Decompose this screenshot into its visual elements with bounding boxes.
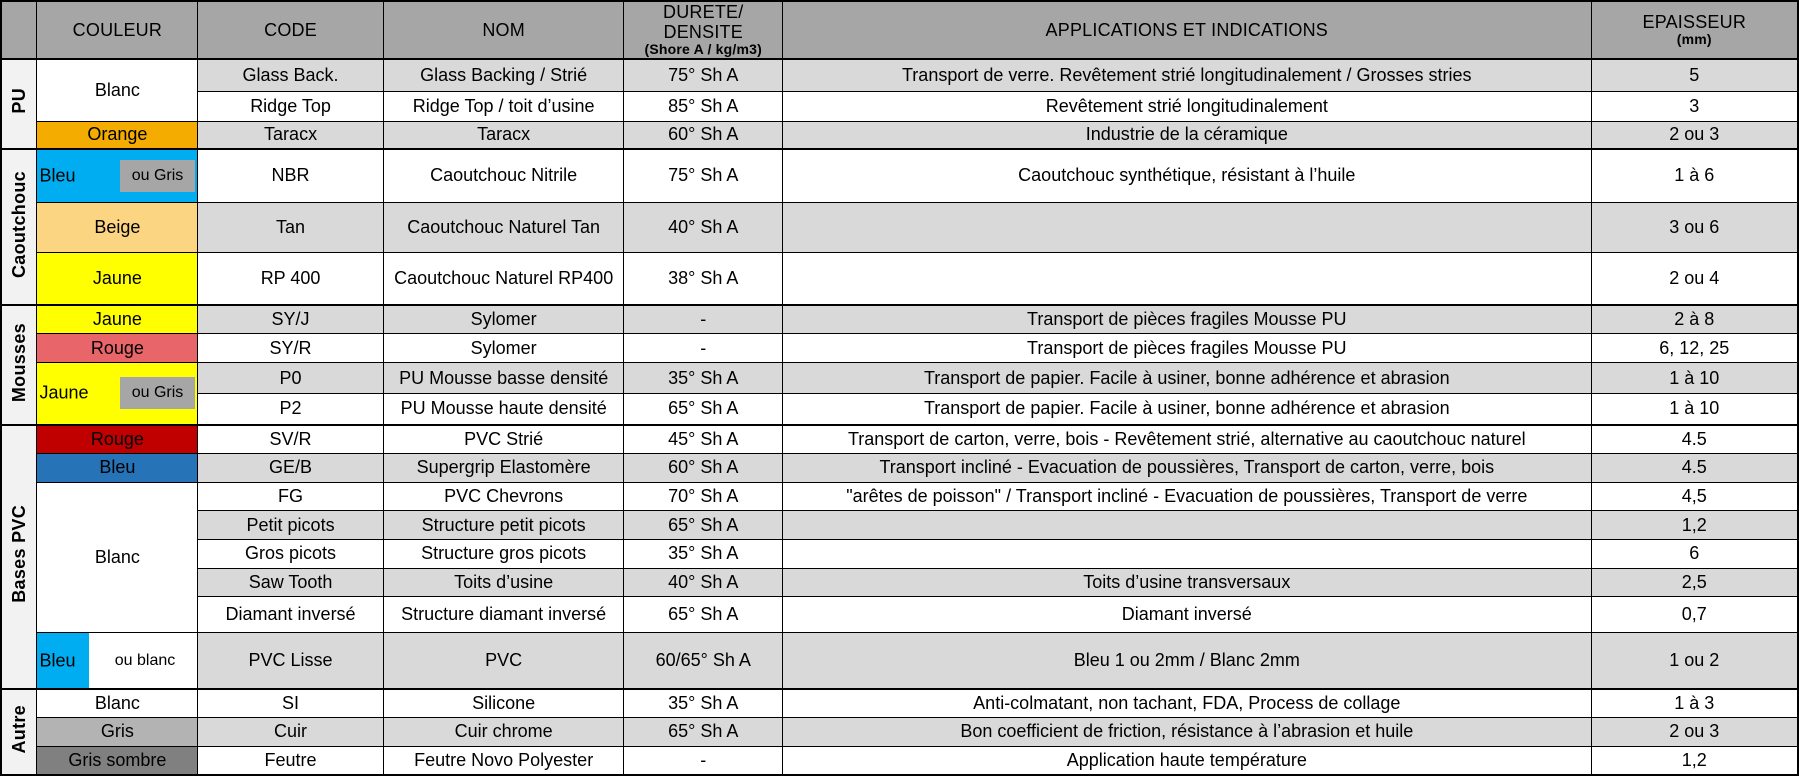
- cell-applications: [783, 539, 1592, 568]
- cell-durete: 65° Sh A: [624, 511, 783, 540]
- table-row: [1, 253, 1798, 306]
- colour-label: Orange: [87, 124, 148, 145]
- group-label-text: Autre: [8, 705, 29, 754]
- cell-code: SY/R: [198, 334, 384, 363]
- cell-code: Petit picots: [198, 511, 384, 540]
- colour-label: Blanc: [94, 546, 140, 567]
- colour-cell: [37, 363, 198, 425]
- cell-applications: Transport de pièces fragiles Mousse PU: [783, 305, 1592, 334]
- colour-cell: [37, 746, 198, 775]
- table-row: [1, 394, 1798, 425]
- cell-applications: Bon coefficient de friction, résistance à l’abrasion et huile: [783, 718, 1592, 747]
- cell-code: FG: [198, 482, 384, 511]
- colour-label: Bleu: [39, 650, 76, 671]
- table-row: [1, 425, 1798, 454]
- cell-epaisseur: 4.5: [1591, 453, 1798, 482]
- table-row: [1, 633, 1798, 689]
- colour-cell: [37, 202, 198, 252]
- colour-swatch: [37, 363, 197, 424]
- cell-code: Feutre: [198, 746, 384, 775]
- colour-label: Blanc: [94, 79, 140, 100]
- colour-label: Jaune: [39, 382, 89, 403]
- cell-code: SY/J: [198, 305, 384, 334]
- cell-durete: 60° Sh A: [624, 453, 783, 482]
- cell-epaisseur: 3: [1591, 91, 1798, 121]
- cell-epaisseur: 2 à 8: [1591, 305, 1798, 334]
- cell-applications: Transport de pièces fragiles Mousse PU: [783, 334, 1592, 363]
- table-row: [1, 121, 1798, 148]
- group-label-pu: [1, 59, 37, 149]
- cell-applications: Application haute température: [783, 746, 1592, 775]
- group-label-text: Caoutchouc: [8, 170, 29, 278]
- colour-alt-note: ou blanc: [114, 651, 176, 669]
- table-row: [1, 689, 1798, 718]
- cell-epaisseur: 1 à 10: [1591, 394, 1798, 425]
- cell-durete: 65° Sh A: [624, 394, 783, 425]
- cell-durete: -: [624, 305, 783, 334]
- cell-nom: PVC: [383, 633, 624, 689]
- header-durete-line1: DURETE/: [663, 2, 744, 22]
- cell-nom: Cuir chrome: [383, 718, 624, 747]
- cell-applications: Transport incliné - Evacuation de poussières, Transport de carton, verre, bois: [783, 453, 1592, 482]
- table-row: [1, 363, 1798, 394]
- table-row: [1, 149, 1798, 203]
- colour-label: Gris sombre: [68, 749, 167, 770]
- table-row: [1, 91, 1798, 121]
- cell-epaisseur: 1 à 3: [1591, 689, 1798, 718]
- cell-code: RP 400: [198, 253, 384, 306]
- cell-nom: Ridge Top / toit d’usine: [383, 91, 624, 121]
- cell-applications: Transport de papier. Facile à usiner, bonne adhérence et abrasion: [783, 394, 1592, 425]
- cell-epaisseur: 2,5: [1591, 568, 1798, 597]
- cell-durete: 38° Sh A: [624, 253, 783, 306]
- colour-alt-note: ou Gris: [120, 160, 196, 192]
- table-row: [1, 718, 1798, 747]
- cell-durete: 35° Sh A: [624, 539, 783, 568]
- cell-code: Gros picots: [198, 539, 384, 568]
- cell-applications: Transport de carton, verre, bois - Revêtement strié, alternative au caoutchouc naturel: [783, 425, 1592, 454]
- cell-code: Diamant inversé: [198, 597, 384, 633]
- colour-alt-note: ou Gris: [120, 377, 196, 409]
- cell-nom: PVC Chevrons: [383, 482, 624, 511]
- cell-epaisseur: 1 ou 2: [1591, 633, 1798, 689]
- cell-durete: 35° Sh A: [624, 363, 783, 394]
- cell-durete: -: [624, 746, 783, 775]
- cell-epaisseur: 1 à 10: [1591, 363, 1798, 394]
- cell-code: SI: [198, 689, 384, 718]
- header-group-corner: [1, 1, 37, 59]
- cell-epaisseur: 3 ou 6: [1591, 202, 1798, 252]
- cell-durete: 75° Sh A: [624, 59, 783, 91]
- colour-label: Gris: [100, 721, 134, 742]
- cell-code: Taracx: [198, 121, 384, 148]
- cell-durete: 70° Sh A: [624, 482, 783, 511]
- cell-applications: Bleu 1 ou 2mm / Blanc 2mm: [783, 633, 1592, 689]
- colour-swatch: [37, 150, 197, 202]
- cell-durete: 65° Sh A: [624, 597, 783, 633]
- header-couleur: COULEUR: [37, 1, 198, 59]
- group-label-caoutchouc: [1, 149, 37, 306]
- group-label-text: Bases PVC: [8, 505, 29, 604]
- table-row: [1, 482, 1798, 511]
- cell-code: GE/B: [198, 453, 384, 482]
- cell-durete: 35° Sh A: [624, 689, 783, 718]
- cell-nom: Glass Backing / Strié: [383, 59, 624, 91]
- cell-epaisseur: 5: [1591, 59, 1798, 91]
- cell-durete: 60/65° Sh A: [624, 633, 783, 689]
- table-row: [1, 568, 1798, 597]
- colour-cell: [37, 149, 198, 203]
- cell-applications: Toits d’usine transversaux: [783, 568, 1592, 597]
- cell-durete: -: [624, 334, 783, 363]
- cell-code: Cuir: [198, 718, 384, 747]
- cell-code: P0: [198, 363, 384, 394]
- cell-epaisseur: 1 à 6: [1591, 149, 1798, 203]
- cell-code: Glass Back.: [198, 59, 384, 91]
- cell-nom: Caoutchouc Naturel RP400: [383, 253, 624, 306]
- colour-label: Jaune: [92, 309, 142, 330]
- table-row: [1, 746, 1798, 775]
- cell-applications: Transport de verre. Revêtement strié longitudinalement / Grosses stries: [783, 59, 1592, 91]
- cell-nom: Caoutchouc Naturel Tan: [383, 202, 624, 252]
- table-header: [1, 1, 1798, 59]
- cell-epaisseur: 0,7: [1591, 597, 1798, 633]
- cell-nom: Sylomer: [383, 305, 624, 334]
- colour-swatch: [37, 633, 197, 688]
- cell-applications: "arêtes de poisson" / Transport incliné - Evacuation de poussières, Transport de verre: [783, 482, 1592, 511]
- cell-nom: PU Mousse basse densité: [383, 363, 624, 394]
- colour-cell: [37, 425, 198, 454]
- cell-applications: [783, 511, 1592, 540]
- cell-durete: 40° Sh A: [624, 568, 783, 597]
- cell-nom: Sylomer: [383, 334, 624, 363]
- cell-durete: 65° Sh A: [624, 718, 783, 747]
- colour-cell: [37, 453, 198, 482]
- cell-epaisseur: 1,2: [1591, 511, 1798, 540]
- header-epaisseur-line1: EPAISSEUR: [1642, 12, 1747, 33]
- colour-label: Bleu: [39, 165, 76, 186]
- cell-durete: 75° Sh A: [624, 149, 783, 203]
- cell-epaisseur: 6, 12, 25: [1591, 334, 1798, 363]
- cell-durete: 40° Sh A: [624, 202, 783, 252]
- colour-cell: [37, 482, 198, 633]
- cell-epaisseur: 4,5: [1591, 482, 1798, 511]
- table-row: [1, 305, 1798, 334]
- cell-epaisseur: 2 ou 4: [1591, 253, 1798, 306]
- table-row: [1, 202, 1798, 252]
- cell-applications: Revêtement strié longitudinalement: [783, 91, 1592, 121]
- group-label-text: PU: [8, 88, 29, 115]
- cell-nom: Structure gros picots: [383, 539, 624, 568]
- header-durete-line2: DENSITE: [663, 22, 743, 43]
- table-row: [1, 453, 1798, 482]
- group-label-autre: [1, 689, 37, 775]
- cell-code: PVC Lisse: [198, 633, 384, 689]
- cell-applications: Anti-colmatant, non tachant, FDA, Process de collage: [783, 689, 1592, 718]
- table-row: [1, 511, 1798, 540]
- colour-label: Beige: [94, 216, 141, 237]
- cell-nom: Caoutchouc Nitrile: [383, 149, 624, 203]
- colour-label: Jaune: [92, 268, 142, 289]
- cell-applications: Industrie de la céramique: [783, 121, 1592, 148]
- cell-code: Saw Tooth: [198, 568, 384, 597]
- group-label-bases-pvc: [1, 425, 37, 689]
- group-label-mousses: [1, 305, 37, 425]
- cell-applications: [783, 253, 1592, 306]
- colour-cell: [37, 121, 198, 148]
- cell-nom: Silicone: [383, 689, 624, 718]
- table-row: [1, 597, 1798, 633]
- table-row: [1, 539, 1798, 568]
- cell-nom: Toits d’usine: [383, 568, 624, 597]
- table-row: [1, 334, 1798, 363]
- cell-nom: Structure diamant inversé: [383, 597, 624, 633]
- group-label-text: Mousses: [8, 322, 29, 403]
- header-code: CODE: [198, 1, 384, 59]
- header-nom: NOM: [383, 1, 624, 59]
- cell-applications: Caoutchouc synthétique, résistant à l’huile: [783, 149, 1592, 203]
- colour-label: Rouge: [90, 337, 144, 358]
- cell-code: SV/R: [198, 425, 384, 454]
- cell-epaisseur: 6: [1591, 539, 1798, 568]
- cell-applications: [783, 202, 1592, 252]
- cell-nom: Feutre Novo Polyester: [383, 746, 624, 775]
- table-row: [1, 59, 1798, 91]
- colour-label: Bleu: [99, 457, 136, 478]
- header-applications: APPLICATIONS ET INDICATIONS: [783, 1, 1592, 59]
- cell-durete: 45° Sh A: [624, 425, 783, 454]
- cell-durete: 60° Sh A: [624, 121, 783, 148]
- cell-epaisseur: 2 ou 3: [1591, 718, 1798, 747]
- cell-nom: PU Mousse haute densité: [383, 394, 624, 425]
- table-body: [1, 59, 1798, 775]
- cell-nom: Supergrip Elastomère: [383, 453, 624, 482]
- colour-label: Rouge: [90, 428, 144, 449]
- colour-cell: [37, 334, 198, 363]
- cell-epaisseur: 1,2: [1591, 746, 1798, 775]
- cell-nom: Structure petit picots: [383, 511, 624, 540]
- colour-cell: [37, 633, 198, 689]
- colour-cell: [37, 689, 198, 718]
- colour-cell: [37, 718, 198, 747]
- header-row: [1, 1, 1798, 59]
- colour-cell: [37, 253, 198, 306]
- cell-nom: Taracx: [383, 121, 624, 148]
- cell-code: NBR: [198, 149, 384, 203]
- header-epaisseur-sub: (mm): [1676, 31, 1712, 48]
- cell-code: Tan: [198, 202, 384, 252]
- header-epaisseur: [1591, 1, 1798, 59]
- cell-nom: PVC Strié: [383, 425, 624, 454]
- cell-epaisseur: 4.5: [1591, 425, 1798, 454]
- cell-durete: 85° Sh A: [624, 91, 783, 121]
- cell-applications: Transport de papier. Facile à usiner, bonne adhérence et abrasion: [783, 363, 1592, 394]
- cell-code: P2: [198, 394, 384, 425]
- cell-epaisseur: 2 ou 3: [1591, 121, 1798, 148]
- header-durete-sub: (Shore A / kg/m3): [644, 41, 762, 58]
- colour-cell: [37, 59, 198, 121]
- cell-applications: Diamant inversé: [783, 597, 1592, 633]
- colour-label: Blanc: [94, 692, 140, 713]
- colour-cell: [37, 305, 198, 334]
- cell-code: Ridge Top: [198, 91, 384, 121]
- header-durete: [624, 1, 783, 59]
